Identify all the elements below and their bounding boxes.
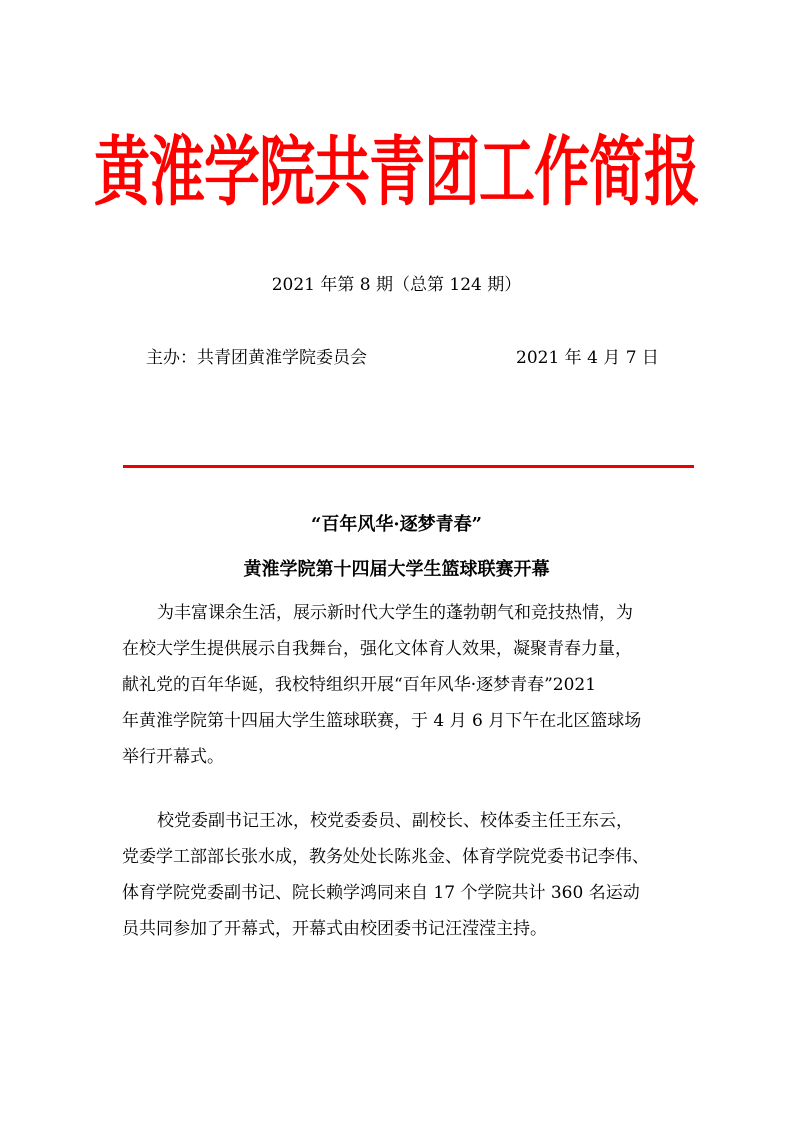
paragraph-line: 献礼党的百年华诞，我校特组织开展“百年风华·逐梦青春”2021 [122, 675, 597, 695]
publish-date: 2021 年 4 月 7 日 [516, 348, 659, 368]
paragraph-line: 体育学院党委副书记、院长赖学鸿同来自 17 个学院共计 360 名运动 [122, 883, 640, 903]
paragraph-line: 党委学工部部长张水成，教务处处长陈兆金、体育学院党委书记李伟、 [122, 847, 649, 867]
paragraph-line: 员共同参加了开幕式，开幕式由校团委书记汪滢滢主持。 [122, 919, 547, 939]
paragraph-line: 年黄淮学院第十四届大学生篮球联赛，于 4 月 6 月下午在北区篮球场 [122, 711, 642, 731]
article-paragraph-1 [122, 595, 702, 775]
article-paragraph-2 [122, 803, 702, 947]
paragraph-line: 在校大学生提供展示自我舞台，强化文体育人效果，凝聚青春力量， [122, 639, 632, 659]
paragraph-line: 校党委副书记王冰，校党委委员、副校长、校体委主任王东云， [157, 811, 633, 831]
publisher-host: 主办：共青团黄淮学院委员会 [146, 348, 367, 368]
issue-number: 2021 年第 8 期（总第 124 期） [271, 275, 522, 295]
masthead-divider [123, 465, 694, 468]
paragraph-line: 为丰富课余生活，展示新时代大学生的蓬勃朝气和竞技热情，为 [157, 603, 633, 623]
masthead-title: 黄淮学院共青团工作简报 [94, 129, 699, 218]
article-headline-slogan: “百年风华·逐梦青春” [311, 514, 482, 535]
paragraph-line: 举行开幕式。 [122, 747, 224, 767]
article-headline-title: 黄淮学院第十四届大学生篮球联赛开幕 [243, 559, 550, 580]
